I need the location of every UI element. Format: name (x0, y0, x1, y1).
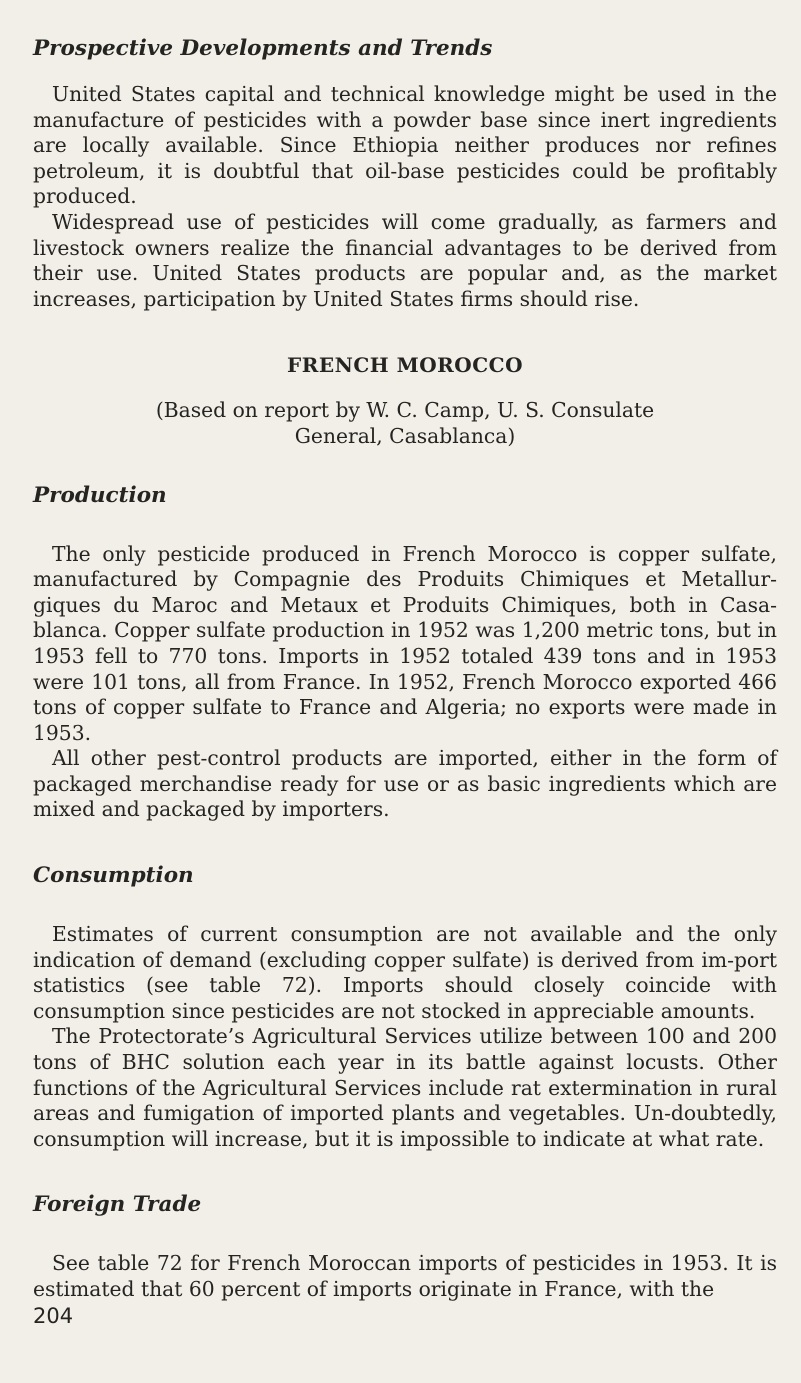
paragraph-copper-sulfate: The only pesticide produced in French Morocco is copper sulfate, manufactured by Compagnie des Produits Chimiques et Metallur-giques du Maroc and Metaux et Produits Chimiques, both in Casa-blanca. Copper sulfate production in 1952 was 1,200 metric tons, but in 1953 fell to 770 tons. Imports in 1952 totaled 439 tons and in 1953 were 101 tons, all from France. In 1952, French Morocco exported 466 tons of copper sulfate to France and Algeria; no exports were made in 1953. (33, 541, 777, 745)
paragraph-widespread-use: Widespread use of pesticides will come gradually, as farmers and livestock owners realize the financial advantages to be derived from their use. United States products are popular and, as the market increases, participation by United States firms should rise. (33, 209, 777, 311)
paragraph-agricultural-services: The Protectorate’s Agricultural Services utilize between 100 and 200 tons of BHC solution each year in its battle against locusts. Other functions of the Agricultural Services include rat extermination in rural areas and fumigation of imported plants and vegetables. Un-doubtedly, consumption will increase, but it is impossible to indicate at what rate. (33, 1024, 777, 1151)
paragraph-other-products: All other pest-control products are imported, either in the form of packaged merchandise ready for use or as basic ingredients which are mixed and packaged by importers. (33, 746, 777, 822)
heading-production: Production (33, 482, 167, 508)
heading-foreign-trade: Foreign Trade (33, 1192, 202, 1218)
country-title: FRENCH MOROCCO (287, 353, 523, 378)
heading-prospective-developments: Prospective Developments and Trends (33, 36, 493, 61)
paragraph-consumption-estimates: Estimates of current consumption are not available and the only indication of demand (excluding copper sulfate) is derived from im-port statistics (see table 72). Imports should closely coincide with consumption since pesticides are not stocked in appreciable amounts. (33, 922, 777, 1023)
paragraph-foreign-trade: See table 72 for French Moroccan imports of pesticides in 1953. It is estimated that 60 percent of imports originate in France, with the (33, 1251, 777, 1301)
page-number: 204 (33, 1303, 74, 1328)
heading-consumption: Consumption (33, 863, 194, 889)
source-note-line1: (Based on report by W. C. Camp, U. S. Consulate (155, 398, 655, 423)
document-page (33, 36, 777, 1329)
source-note-line2: General, Casablanca) (294, 423, 516, 448)
paragraph-ethiopia-capital: United States capital and technical knowledge might be used in the manufacture of pesticides with a powder base since inert ingredients are locally available. Since Ethiopia neither produces nor refines petroleum, it is doubtful that oil-base pesticides could be profitably produced. (33, 82, 777, 209)
